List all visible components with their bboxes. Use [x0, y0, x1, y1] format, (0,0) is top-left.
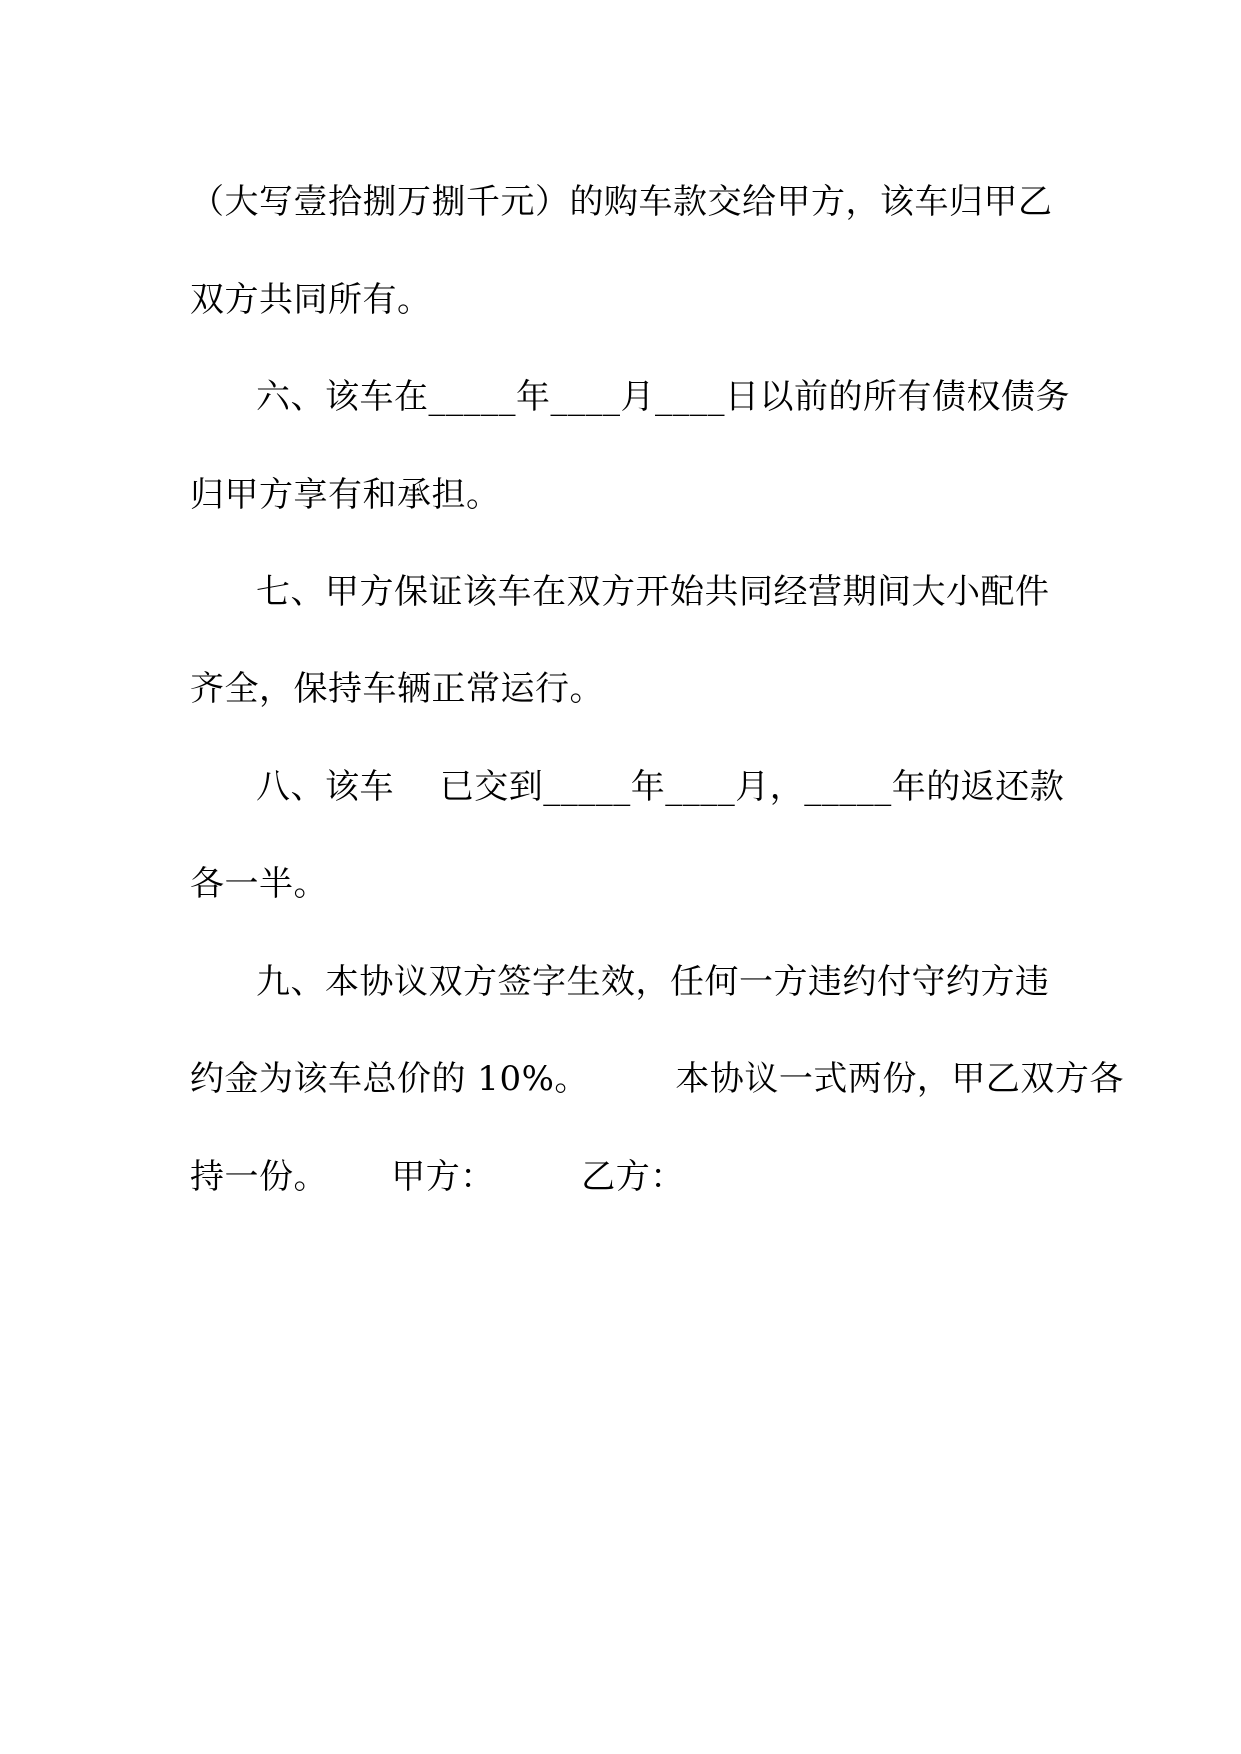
clause-6-line-1: 六、该车在_____年____月____日以前的所有债权债务 [256, 377, 1070, 417]
clause-8-line-2: 各一半。 [190, 864, 328, 904]
clause-6-line-2: 归甲方享有和承担。 [190, 475, 501, 515]
clause-7-line-2: 齐全，保持车辆正常运行。 [190, 669, 604, 709]
clause-8-line-1: 八、该车 已交到_____年____月，_____年的返还款 [256, 767, 1065, 807]
clause-7-line-1: 七、甲方保证该车在双方开始共同经营期间大小配件 [256, 572, 1050, 612]
text-line-1: （大写壹拾捌万捌千元）的购车款交给甲方，该车归甲乙 [190, 182, 1053, 222]
signature-line: 持一份。 甲方： 乙方： [190, 1157, 685, 1197]
clause-9-line-1: 九、本协议双方签字生效，任何一方违约付守约方违 [256, 962, 1050, 1002]
text-line-2: 双方共同所有。 [190, 280, 432, 320]
clause-9-line-2: 约金为该车总价的 10%。 本协议一式两份，甲乙双方各 [190, 1059, 1124, 1099]
